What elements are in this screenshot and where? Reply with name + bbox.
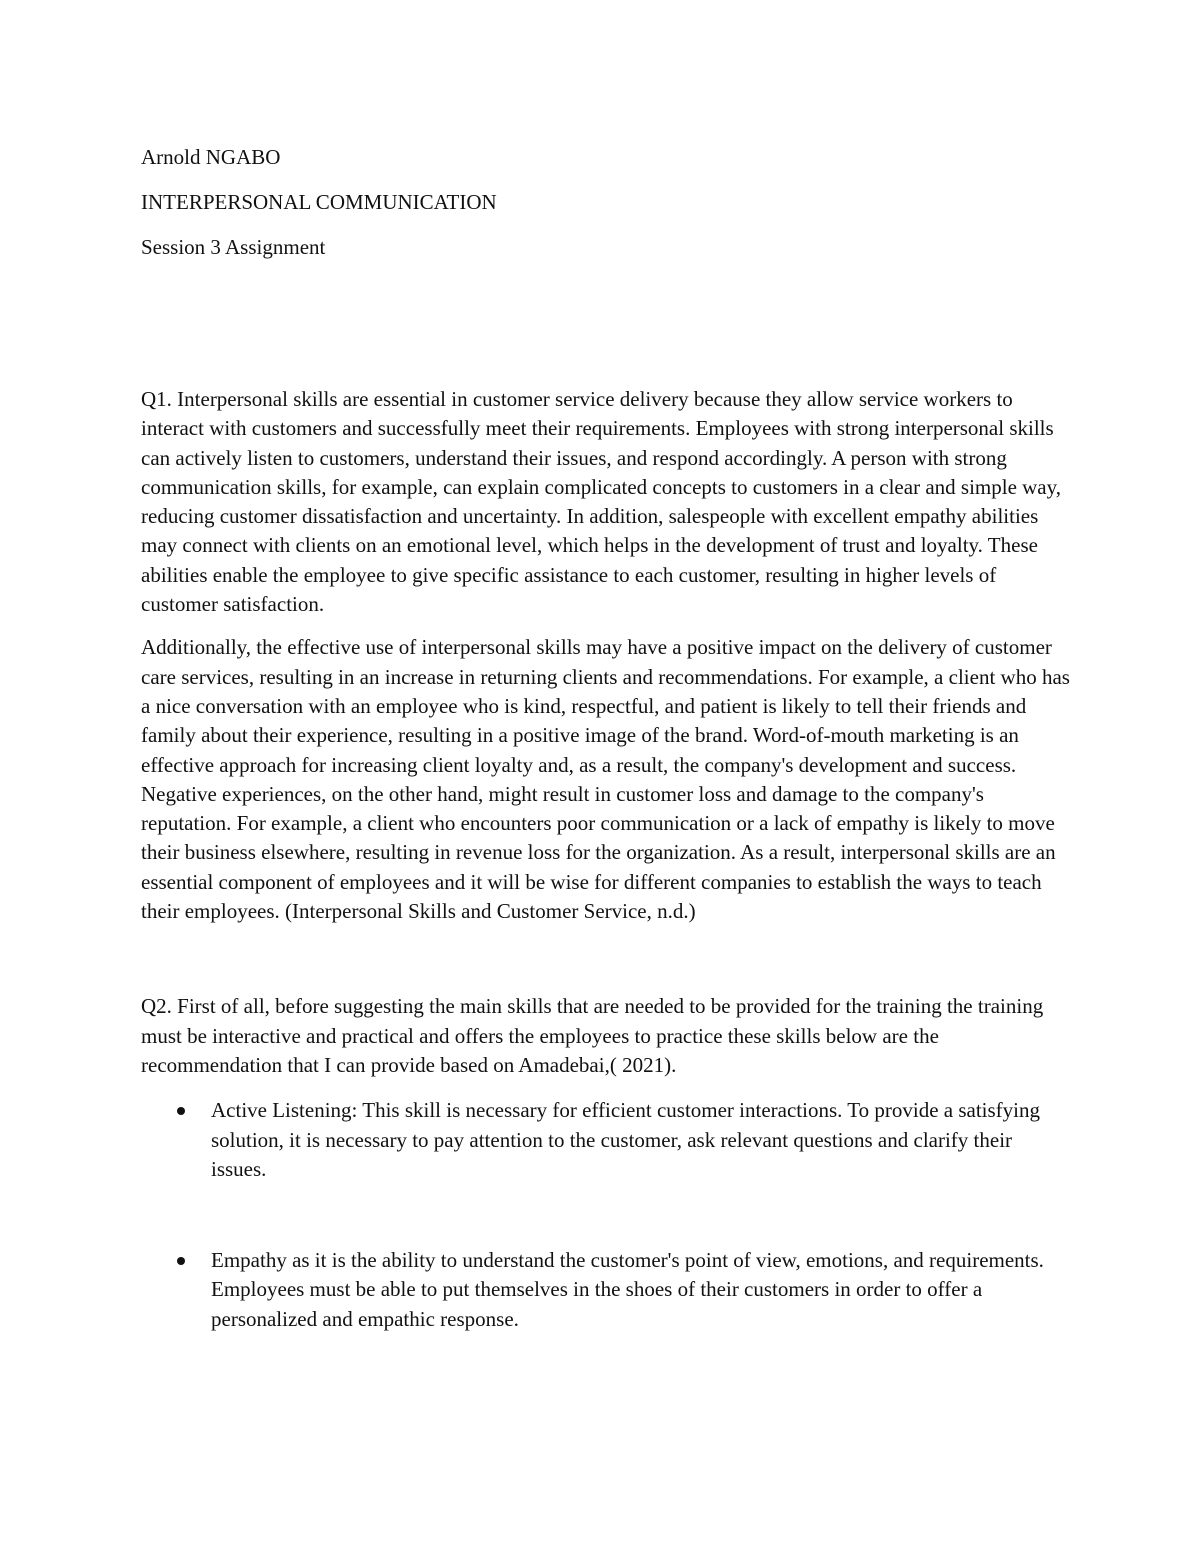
q2-intro-paragraph: Q2. First of all, before suggesting the main skills that are needed to be provided for the training the training must be interactive and practical and offers the employees to practice these skills below are the recommendation that I can provide based on Amadebai,( 2021).: [141, 994, 1044, 1077]
list-item: [141, 1096, 1071, 1184]
bullet-icon: [177, 1107, 185, 1115]
session-title: Session 3 Assignment: [141, 235, 326, 259]
document-body: [141, 142, 1071, 1334]
q1-paragraph-1: Q1. Interpersonal skills are essential in customer service delivery because they allow service workers to interact with customers and successfully meet their requirements. Employees with strong interpersonal skills can actively listen to customers, understand their issues, and respond accordingly. A person with strong communication skills, for example, can explain complicated concepts to customers in a clear and simple way, reducing customer dissatisfaction and uncertainty. In addition, salespeople with excellent empathy abilities may connect with clients on an emotional level, which helps in the development of trust and loyalty. These abilities enable the employee to give specific assistance to each customer, resulting in higher levels of customer satisfaction.: [141, 387, 1062, 617]
skills-bullet-list: [141, 1096, 1071, 1334]
bullet-text-active-listening: Active Listening: This skill is necessary for efficient customer interactions. To provide a satisfying solution, it is necessary to pay attention to the customer, ask relevant questions and clarify their issues.: [211, 1098, 1041, 1181]
author-name: Arnold NGABO: [141, 145, 281, 169]
course-title: INTERPERSONAL COMMUNICATION: [141, 190, 497, 214]
q1-paragraph-2: Additionally, the effective use of interpersonal skills may have a positive impact on the delivery of customer care services, resulting in an increase in returning clients and recommendations. For example, a client who has a nice conversation with an employee who is kind, respectful, and patient is likely to tell their friends and family about their experience, resulting in a positive image of the brand. Word-of-mouth marketing is an effective approach for increasing client loyalty and, as a result, the company's development and success. Negative experiences, on the other hand, might result in customer loss and damage to the company's reputation. For example, a client who encounters poor communication or a lack of empathy is likely to move their business elsewhere, resulting in revenue loss for the organization. As a result, interpersonal skills are an essential component of employees and it will be wise for different companies to establish the ways to teach their employees. (Interpersonal Skills and Customer Service, n.d.): [141, 635, 1070, 924]
bullet-icon: [177, 1257, 185, 1265]
bullet-text-empathy: Empathy as it is the ability to understand the customer's point of view, emotions, and requirements. Employees must be able to put themselves in the shoes of their customers in order to offer a personalized and empathic response.: [211, 1248, 1044, 1331]
list-item: [141, 1246, 1071, 1334]
